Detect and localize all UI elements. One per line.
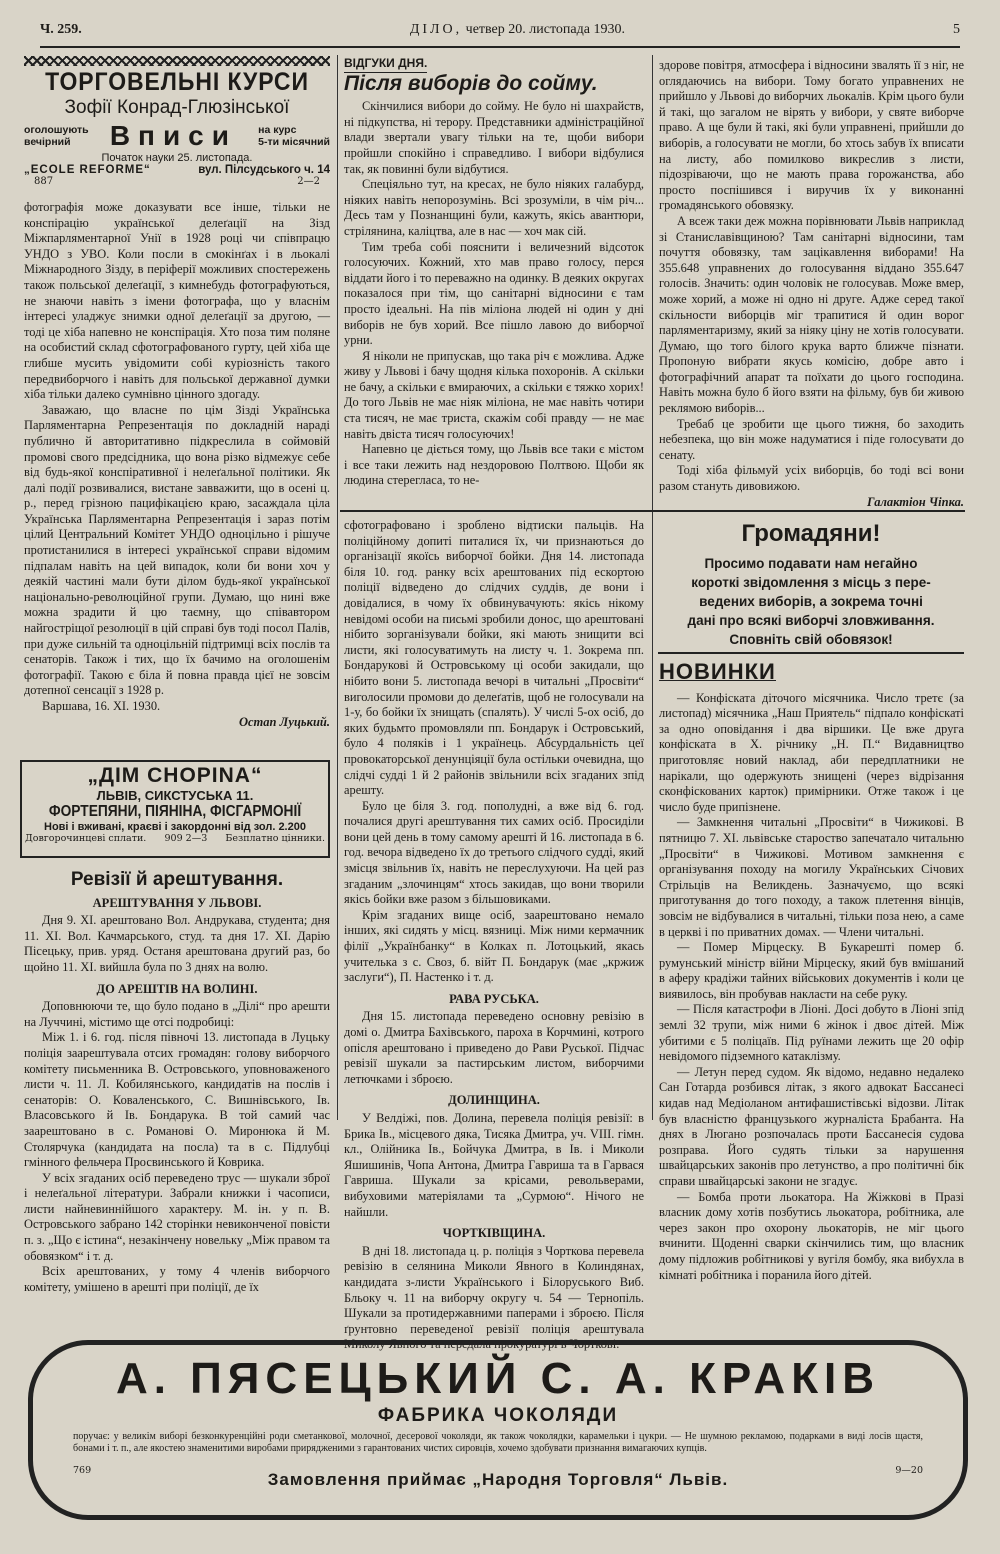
- revisions-sub-volyn: ДО АРЕШТІВ НА ВОЛИНІ.: [96, 981, 258, 996]
- photo-article: [24, 200, 330, 730]
- subhead-rava: РАВА РУСЬКА.: [449, 991, 539, 1006]
- elections-signature: Галактіон Чіпка.: [866, 494, 964, 509]
- news-item: — Після катастрофи в Ліоні. Досі добуто в Ліоні зпід землі 32 трупи, між ними 6 жінок і двоє дітей. Між убитими є 5 поліцаїв. Під руїнами лежить ще 20 офір невідомого підземного катаклізму.: [659, 1002, 964, 1064]
- citizens-appeal: [658, 520, 964, 654]
- courses-announce: оголошують: [24, 124, 89, 136]
- article-paragraph: Заважаю, що власне по цім Зізді Українська Парляментарна Репрезентація по докладній нараді публично й авторитативно підкреслила в соймовій промові свого предсідника, що вона різко відмежує себе від будь-якої конспіративної і нелеґальної політики. Як далі події розвивалися, вистане завважити, що в осені ц. р., перед грізною пацифікацією краю, засаждала ціла Українська Парляментарна Репрезентація і зараз потім цілий Центральний Комітет УНДО одноцільно і рішуче протистанилися в інтересі української справи відомим підпалам навіть на цей випадок, коли би вони хоч у деякій частині мали бути ділом будь-якої української національно-революційної групи. Думаю, що нині вже можна зрадити й цю таємну, що співавтором найгостріщої резолюції в цій справі був тоді посол Палів, при дуже сильній та одноцільній підтримці всіх послів та сенаторів. Також і тих, що їх бачимо на оголошенім фотографії. Такою є біла й повна правда цієї не зовсім дотепної сенсації з 1928 р.: [24, 402, 330, 698]
- citizens-title: Громадяни!: [741, 520, 881, 547]
- elections-paragraph: Спеціяльно тут, на кресах, не було ніяких галабурд, ніяких навіть непорозумінь. Всі зрозуміли, в чім річ... Десь там у Познанщині були, кажуть, якісь авантюри, стрілянина, каліцтва, але в нас — хоч мак сій.: [344, 177, 644, 238]
- news-title: НОВИНКИ: [659, 659, 776, 684]
- arrests-paragraph: Було це біля 3. год. пополудні, а вже від 6. год. почалися другі арештування тих самих осіб. Просиділи вони цей день в тому самому арешті й 16. листопада в 6. год. вечора відведено їх до третього слідчого судді, який змісця звільнив їх, навіть не переслухуючи. На цей раз згаданим „злочинцям“ хтось закидав, що вони творили якісь бойки вже разом з більшовиками.: [344, 798, 644, 907]
- arrests-paragraph: сфотографовано і зроблено відтиски пальців. На поліційному допиті питалися їх, чи признаються до організації якоїсь виборчої бойки. Дня 14. листопада біля 10. год. ранку всіх арештованих під ескортою поліції відведено до слідчих суддів, де вони і довідалися, в чому їх обвинувачують: якісь нікому невідомі особи на письмі зробили донос, що арештовані нібито зорганізували бойки, які мають знищити всі листи, які голосуватимуть на листу ч. 1. Зокрема пп. Бондарукові й Островському ці особи закидали, що нібито вони 5. листопада вечорі в читальні „Просвіти“ виголосили промови до делеґатів, щоб не голосували на 1-у, бо бойки їх знищать (спалять). У числі 5-ох осіб, до яких будьмто промовляли пп. Бондарук і Островський, було 4 поляків і 1 українець. Абсурдальність цеї провокаторської денунціяції була остільки очевидна, що слідчі судді 1 й 2 районів звільнили всіх згаданих зпід арешту.: [344, 518, 644, 798]
- courses-left: [24, 124, 89, 148]
- article-place: Варшава, 16. XI. 1930.: [42, 699, 161, 713]
- revisions-paragraph: Всіх арештованих, у тому 4 членів виборчого комітету, умішено в арешті при поліції, де їх: [24, 1264, 330, 1294]
- citizens-line: ведених виборів, а зокрема точні: [699, 594, 923, 609]
- paper-name: ДІЛО,: [409, 22, 463, 37]
- article-paragraph: фотографія може доказувати все інше, тільки не конспірацію української делеґації на Зізд Міжпарляментарної Унії в 1928 році чи співпрацю УНДО з УВО. Коли посли в смокінґах і в льокалі Міжнародного Зізду, в періферії можливих спостережень також польської делеґації, з кимнебудь фотографуються, не знаючи навіть з імени фотографа, що у власнім інтересі уладжує знимки одної делеґації за другою, — тоді це хіба напевно не конспірація. Хто поза тим поляне на особистий склад сфотографованого гурту, цей хіба ще глибше мусить увідомити собі куріозність такого передвиборчого і навіть для польської державної думки хіба тільки далеко сумнівно цінного здогаду.: [24, 200, 330, 402]
- chopin-address: ЛЬВІВ, СИКСТУСЬКА 11.: [96, 788, 254, 803]
- article-signature: Остап Луцький.: [238, 714, 330, 729]
- elections-paragraph: Тим треба собі пояснити і величезний відсоток голосуючих. Кожний, хто мав право голосу, перся віддати його і то переважно на одинку. В деяких округах показалося при тім, що санітарні відносини є там просто ідеальні. На пів міліона людей ні один у дні виборів не був хорий. Все пішло лавою до виборчої урни.: [344, 239, 644, 348]
- subhead-dolyna: ДОЛИНЩИНА.: [448, 1093, 540, 1108]
- page-number: 5: [953, 22, 960, 37]
- elections-paragraph: Напевно це діється тому, що Львів все таки є містом і все таки лежить над нездоровою Полтвою. Щоби як людина стерегласа, то не-: [344, 442, 644, 488]
- chopin-goods: ФОРТЕПЯНИ, ПІЯНІНА, ФІСГАРМОНІЇ: [48, 803, 302, 820]
- revisions-paragraph: Доповнюючи те, що було подано в „Ділі“ про арешти на Луччині, містимо ще отсі подробиці:: [24, 999, 330, 1029]
- revisions-title: Ревізії й арештування.: [70, 869, 284, 890]
- news-item: — Помер Мірцеску. В Букарешті помер б. румунський міністр війни Мірцеску, який був вмішаний в аферу крадіжи тайних військових документів і коли це виявилось, він пробував накласти на себе руку.: [659, 940, 964, 1001]
- revisions-sub-lviv: АРЕШТУВАННЯ У ЛЬВОВІ.: [92, 895, 262, 910]
- elections-article-cont: [659, 58, 964, 510]
- elections-paragraph: А всеж таки деж можна порівнювати Львів наприклад зі Станиславівщиною? Там санітарні відносини, там почуття обовязку, там зацікавлення виборами! На 355.648 управнених до голосування віддано 355.647 голосів. Значить: один чоловік не голосував. Може вмер, може хорий, а може ні одно ні друге. Адже серед такої скільности виборців міг трапитися й один ворог парляментаризму, який за ніяку ціну не хотів голосувати. Думаю, що того білого крука варто ближче пізнати. Пропоную вибрати якусь комісію, добре авто і фотографічний апарат та поїхати до цього господина. Навіть можна було б його взяти на фільму, був би живою реклямою виборів...: [659, 213, 964, 416]
- courses-months: 5-ти місячний: [258, 136, 330, 148]
- courses-ad: [24, 56, 330, 186]
- news-item: — Летун перед судом. Як відомо, недавно недалеко Сан Готарда розбився літак, з якого адвокат Бассанесі кидав над Медіоланом антифашистівські відозви. Літак був власністю французького журналіста Брабанта. На днях в Люгано розпочалась проти Бассанесія судова розправа. Його судять тільки за нарушення швайцарських законів про летунство, а про політичні бік справи швайцарські закони не згадує.: [659, 1064, 964, 1188]
- elections-paragraph: Тоді хіба фільмуй усіх виборців, бо тоді всі вони разом стануть дивовижою.: [659, 463, 964, 494]
- chopin-prices: Нові і вживані, краєві і закордонні від зол. 2.200: [44, 821, 306, 833]
- chopin-catalogs: Безплатно цінники.: [225, 833, 325, 844]
- kicker: ВІДГУКИ ДНЯ.: [344, 56, 427, 73]
- courses-nums: [24, 176, 330, 187]
- news-section: [659, 659, 964, 1283]
- chopin-title: „ДІМ CHOPINA“: [87, 764, 263, 787]
- revisions-paragraph: Між 1. і 6. год. після півночі 13. листопада в Луцьку поліція заарештувала отсих громадян: голову виборчого комітету письменника В. Островського, уповноваженого листи ч. 11. Л. Кобилянського, кандидатів на послів і сенаторів: О. Коваленського, С. Вишнівського, Ів. Власовського й Ів. Бондарука. В той самий час заарештовано в с. Романові О. Миронюка й М. Столярчука (кандидата на посла) та в с. Підлубці гмінного фельчера Просвинського й Коврика.: [24, 1030, 330, 1170]
- news-item: — Конфіската діточого місячника. Число третє (за листопад) місячника „Наш Приятель“ підпало конфіскаті за одно оповідання і два віршики. Це вже друга конфіската в Х. річнику „Н. П.“ Видавництво приготовляє новий наклад, аби передплатники не нарікали, що одержують знищені (через відрізання сконфіскованих карток) примірники. Отже також і це число буде припізнене.: [659, 690, 964, 814]
- arrests-paragraph: В дні 18. листопада ц. р. поліція з Чорткова перевела ревізію в селянина Миколи Явного в Колиндянах, кандидата з-листи Українського і Білоруського Виб. Бльоку ч. 11 на виборчу округу ч. 54 — Тернопіль. Шукали за протидержавними паперами і зброєю. Після ґрунтовно переведеної ревізії поліція арештувала Миколу Явного та передала прокуратурі в Чорткові.: [344, 1243, 644, 1352]
- elections-title: Після виборів до сойму.: [344, 71, 598, 95]
- issue-number: Ч. 259.: [40, 22, 82, 37]
- courses-address: вул. Пілсудського ч. 14: [198, 164, 330, 176]
- courses-right: [258, 124, 330, 148]
- chocolate-title: А. ПЯСЕЦЬКИЙ С. А. КРАКІВ: [115, 1354, 881, 1403]
- citizens-line: Просимо подавати нам негайно: [704, 556, 918, 571]
- citizens-line: Сповніть свій обовязок!: [729, 632, 893, 647]
- elections-paragraph: Я ніколи не припускав, що така річ є можлива. Адже живу у Львові і бачу щодня кілька похоронів. А скільки не бачу, а скільки є вмираючих, а скільки є тяжко хорих! До того Львів не має ніяк міліона, не має навіть чотири ста тисяч, не має триста, скажім собі правду — не має навіть двіста тисяч голосуючих!: [344, 348, 644, 441]
- citizens-line: дані про всякі виборчі зловживання.: [687, 613, 935, 628]
- page-header: [40, 22, 960, 48]
- chopin-installments: Довгорочинцеві сплати.: [25, 833, 147, 844]
- courses-start: Початок науки 25. листопада.: [101, 152, 253, 164]
- header-date: четвер 20. листопада 1930.: [465, 22, 625, 37]
- chopin-ad: [20, 760, 330, 858]
- revisions-paragraph: Дня 9. XI. арештовано Вол. Андрукава, студента; дня 11. XI. Вол. Качмарського, студ. та дня 17. XI. Дарію Пісецьку, прив. уряд. Останя арештована другий раз, бо щойно 11. XI. вийшла була по 3 днях на волю.: [24, 913, 330, 974]
- courses-school: „ECOLE REFORME“: [24, 164, 151, 176]
- chocolate-series: 9—20: [895, 1465, 923, 1476]
- courses-code: 887: [34, 176, 54, 187]
- revisions-article: [24, 869, 330, 1295]
- citizens-line: короткі звідомлення з місць з пере-: [691, 575, 931, 590]
- chocolate-ad: [28, 1340, 968, 1520]
- chopin-footer: [25, 833, 325, 844]
- chocolate-desc: поручає: у великім виборі безконкуренційні роди сметанкової, молочної, десерової чоколяди, як також чоколядки, карамельки і цукри. — Не шумною рекламою, подарками в виді лосів щастя, бонами і т. п., але якостею знаменитими виробами прирядженими з гарантованих чистих сировців, хочемо здобувати признання вимагаючих купців.: [73, 1431, 923, 1454]
- courses-school-row: [24, 164, 330, 176]
- elections-paragraph: Требаб це зробити ще цього тижня, бо заходить небезпека, що він може надуматися і піде голосувати до сенату.: [659, 416, 964, 462]
- arrests-continued: [344, 518, 644, 1353]
- subhead-chortkiv: ЧОРТКІВЩИНА.: [442, 1226, 546, 1241]
- courses-name: Зофії Конрад-Глюзінської: [64, 97, 290, 118]
- courses-title: ТОРГОВЕЛЬНІ КУРСИ: [45, 68, 309, 96]
- courses-on: на курс: [258, 124, 297, 136]
- arrests-paragraph: Крім згаданих вище осіб, заарештовано немало інших, які сидять у місц. вязниці. Між ними кермачник філії „Українбанку“ в Колках п. Лотоцький, якась учителька з с. Своз, б. війт П. Бондарук (має „кржиж заслуги“), П. Настенко і т. д.: [344, 907, 644, 985]
- chocolate-subtitle: ФАБРИКА ЧОКОЛЯДИ: [377, 1405, 619, 1426]
- ornament-border: [24, 56, 330, 66]
- revisions-paragraph: У всіх згаданих осіб переведено трус — шукали зброї і нелеґальної літератури. Забрали книжки і часописи, листи найневиннійшого характеру. М. ін. у п. В. Островського забрано 142 сторінки невиконченої повісти п. з. „Що є істина“, незакінчену новельку „Між правом та обовязком“ і т. д.: [24, 1170, 330, 1263]
- elections-article: [344, 56, 644, 489]
- column-rule: [337, 55, 338, 1120]
- chocolate-footer: Замовлення приймає „Народня Торговля“ Львів.: [267, 1470, 729, 1489]
- chocolate-code: 769: [73, 1465, 92, 1476]
- elections-paragraph: здорове повітря, атмосфера і відносини звалять її з ніг, не оглядаючись на вибори. Тому богато управнених не прийшло у Львові до виборчих льокалів. Крім цього були й такі, що загалом не вірять у вибори, у святе виборче право. А ще були й такі, які були управнені, прийшли до виборів, а голосувати не могли, бо хтось забув їх вписати на листу, або помилково викреслив з листи, підозріваючи, що не мають права горожанства, або просто поспішився і виручив їх у виконанні громадянського обовязку.: [659, 58, 964, 213]
- courses-evening: вечірний: [24, 136, 71, 148]
- courses-vpysy-row: [24, 120, 330, 152]
- column-rule: [652, 55, 653, 1120]
- arrests-paragraph: Дня 15. листопада переведено основну ревізію в домі о. Дмитра Бахівського, пароха в Корчмині, котрого опісля арештовано і приведено до Рави Руської. Підчас ревізії шукали за пастирським листом, виборчими летючками і зброєю.: [344, 1009, 644, 1086]
- arrests-paragraph: У Велдіжі, пов. Долина, перевела поліція ревізії: в Брика Ів., місцевого дяка, Тисяка Дмитра, уч. VIII. гімн. кл., Олійника Ів., Бойчука Дмитра, в Ів. і Миколи Яшишинів, Чопа Антона, Дмитра Гавриша та в Гарвася Гавриша. Шукали за крісами, револьверами, вибуховими матеріялами та „Сурмою“. Нічого не найшли.: [344, 1110, 644, 1219]
- news-item: — Замкнення читальні „Просвіти“ в Чижикові. В пятницю 7. XI. львівське староство запечатало читальню „Просвіти“ в Чижикові. Мотивом замкнення є організування походу на могилу Українських Січових Стрільців на Великдень. Зазначуємо, що всякі приготування до того походу, а також плетення вінців, зовсім не відбувалися в читальні, тільки поза нею, а саме в церкві і по приватних домах. — Члени читальні.: [659, 815, 964, 939]
- section-divider: [340, 510, 965, 512]
- news-item: — Бомба проти льокатора. На Жіжкові в Празі власник дому хотів позбутись льокатора, робітника, але через закон про охорону льокаторів, не міг цього вчинити. Щоденні сварки скінчились тим, що власник дому підложив робітникові у вугіля бомбу, яка вибухла в кімнаті робітника і поранила його дітей.: [659, 1189, 964, 1282]
- courses-vpysy: Вписи: [109, 120, 237, 151]
- header-center: [410, 22, 625, 46]
- chopin-code: 909 2—3: [164, 833, 208, 844]
- courses-series: 2—2: [297, 176, 320, 187]
- elections-paragraph: Скінчилися вибори до сойму. Не було ні шахрайств, ні підкупства, ні терору. Представники адміністраційної влади звертали увагу тільки на те, щоби вибори пройшли спокійно і справедливо. І вибори відбулися так, як повинні були відбутися.: [344, 99, 644, 176]
